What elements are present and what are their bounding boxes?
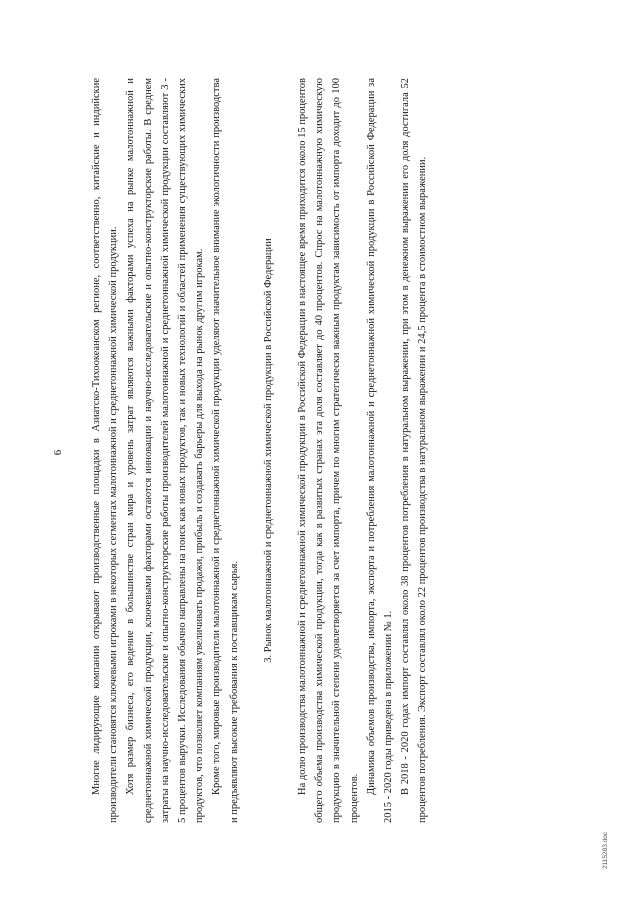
section-heading: 3. Рынок малотоннажной и среднетоннажной химической продукции в Российской Федерации [262, 238, 274, 663]
page-number: 6 [52, 449, 64, 456]
paragraph: В 2018 - 2020 годах импорт составлял около 38 процентов потребления в натуральном выражении, при этом в денежном выражении его доля достигала 52 процентов потребления. Экспорт составлял около 22 процентов производства в натуральном выражении и 24,5 процента в стоимостном выражении. [400, 78, 429, 823]
paragraph: Кроме того, мировые производители малотоннажной и среднетоннажной химической продукции уделяют значительное внимание экологичности производства и предъявляют высокие требования к поставщикам сырья. [211, 78, 240, 823]
document-body [88, 78, 432, 823]
paragraph: На долю производства малотоннажной и среднетоннажной химической продукции в Российской Федерации в настоящее время приходится около 15 процентов общего объема производства химической продукции, тогда как в развитых странах эта доля составляет до 40 процентов. Спрос на малотоннажную химическую продукцию в значительной степени удовлетворяется за счет импорта, причем по многим стратегически важным продуктам зависимость от импорта доходит до 100 процентов. [297, 78, 360, 823]
paragraph: Хотя размер бизнеса, его ведение в большинстве стран мира и уровень затрат являются важными факторами успеха на рынке малотоннажной и среднетоннажной химической продукции, ключевыми факторами остаются инновации и научно-исследовательские и опытно-конструкторские работы. В среднем затраты на научно-исследовательские и опытно-конструкторские работы производителей малотоннажной и среднетоннажной химической продукции составляют 3 - 5 процентов выручки. Исследования обычно направлены на поиск как новых продуктов, так и новых технологий и областей применения существующих химических продуктов, что позволяет компаниям увеличивать продажи, прибыль и создавать барьеры для выхода на рынок другим игрокам. [125, 78, 206, 823]
paragraph: Многие лидирующие компании открывают производственные площадки в Азиатско-Тихоокеанском регионе, соответственно, китайские и индийские производители становятся ключевыми игроками в некоторых сегментах малотоннажной и среднетоннажной химической продукции. [91, 78, 120, 823]
document-file-ref: 2115283.doc [602, 831, 609, 869]
paragraph: Динамика объемов производства, импорта, экспорта и потребления малотоннажной и среднетоннажной химической продукции в Российской Федерации за 2015 - 2020 годы приведена в приложении № 1. [365, 78, 395, 823]
